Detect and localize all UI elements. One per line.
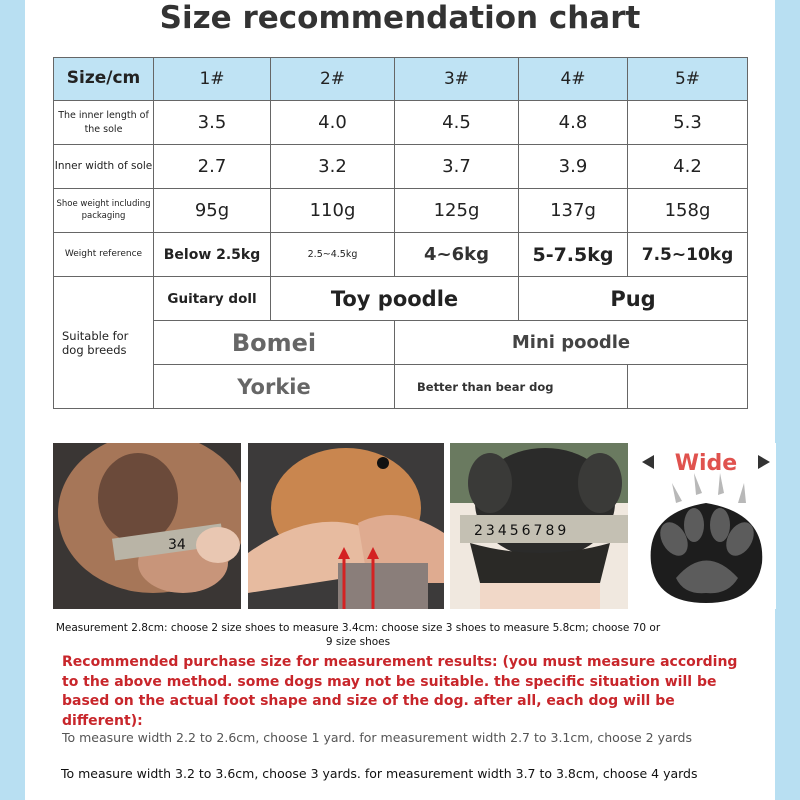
photo-2-svg	[248, 443, 444, 609]
table-cell: 137g	[519, 189, 628, 233]
table-header-row	[54, 58, 748, 101]
table-cell: 3.2	[271, 145, 395, 189]
table-cell: 3.7	[395, 145, 519, 189]
table-cell: 3.5	[154, 101, 271, 145]
table-row	[54, 145, 748, 189]
tape-digits: 34	[168, 537, 186, 553]
table-row	[54, 365, 748, 409]
photo-measure-3	[450, 443, 628, 609]
table-row	[54, 189, 748, 233]
header-size-3: 3#	[395, 58, 519, 101]
table-cell: 3.9	[519, 145, 628, 189]
table-cell: 2.5~4.5kg	[271, 233, 395, 277]
table-cell: 95g	[154, 189, 271, 233]
header-size-4: 4#	[519, 58, 628, 101]
tape-digits: 23456789	[474, 523, 570, 539]
paw-svg	[636, 443, 776, 609]
table-cell: 4.8	[519, 101, 628, 145]
width-guide-line-2: To measure width 3.2 to 3.6cm, choose 3 yards. for measurement width 3.7 to 3.8cm, choose 4 yards	[61, 766, 698, 781]
table-cell: 5.3	[628, 101, 748, 145]
table-cell: Below 2.5kg	[154, 233, 271, 277]
breed-cell: Yorkie	[154, 365, 395, 409]
table-cell: 4.0	[271, 101, 395, 145]
breed-cell: Pug	[519, 277, 748, 321]
photo-measure-2	[248, 443, 444, 609]
header-size-cm: Size/cm	[54, 58, 154, 101]
table-row	[54, 233, 748, 277]
table-cell: 4~6kg	[395, 233, 519, 277]
size-table	[53, 57, 748, 409]
table-cell: 4.5	[395, 101, 519, 145]
table-row	[54, 277, 748, 321]
table-cell: 7.5~10kg	[628, 233, 748, 277]
breed-cell: Mini poodle	[395, 321, 748, 365]
row-label: Suitable for dog breeds	[54, 277, 154, 409]
table-cell: 4.2	[628, 145, 748, 189]
breed-cell: Bomei	[154, 321, 395, 365]
table-cell: 110g	[271, 189, 395, 233]
breed-cell	[628, 365, 748, 409]
table-cell: 158g	[628, 189, 748, 233]
header-size-5: 5#	[628, 58, 748, 101]
page	[25, 0, 775, 800]
table-cell: 5-7.5kg	[519, 233, 628, 277]
page-title: Size recommendation chart	[159, 0, 641, 36]
wide-label: Wide	[674, 451, 738, 476]
row-label: Weight reference	[54, 233, 154, 277]
row-label: The inner length of the sole	[54, 101, 154, 145]
table-row	[54, 321, 748, 365]
photo-1-svg	[53, 443, 241, 609]
recommendation-text: Recommended purchase size for measurement results: (you must measure according to the above method. some dogs may not be suitable. the specific situation will be based on the actual foot shape and size of the dog. after all, each dog will be different):	[62, 654, 738, 729]
table-cell: 125g	[395, 189, 519, 233]
photo-measure-1	[53, 443, 241, 609]
photo-3-svg	[450, 443, 628, 609]
table-cell: 2.7	[154, 145, 271, 189]
measurement-caption: Measurement 2.8cm: choose 2 size shoes to measure 3.4cm: choose size 3 shoes to measure 5.8cm; choose 70 or 9 size shoes	[55, 622, 661, 649]
wide-paw-diagram	[636, 443, 776, 609]
row-label: Shoe weight including packaging	[54, 189, 154, 233]
breed-cell: Toy poodle	[271, 277, 519, 321]
row-label: Inner width of sole	[54, 145, 154, 189]
left-border	[0, 0, 25, 800]
right-border	[775, 0, 800, 800]
breed-cell: Better than bear dog	[395, 365, 628, 409]
width-guide-line-1: To measure width 2.2 to 2.6cm, choose 1 yard. for measurement width 2.7 to 3.1cm, choose 2 yards	[62, 730, 692, 745]
header-size-1: 1#	[154, 58, 271, 101]
table-row	[54, 101, 748, 145]
header-size-2: 2#	[271, 58, 395, 101]
breed-cell: Guitary doll	[154, 277, 271, 321]
